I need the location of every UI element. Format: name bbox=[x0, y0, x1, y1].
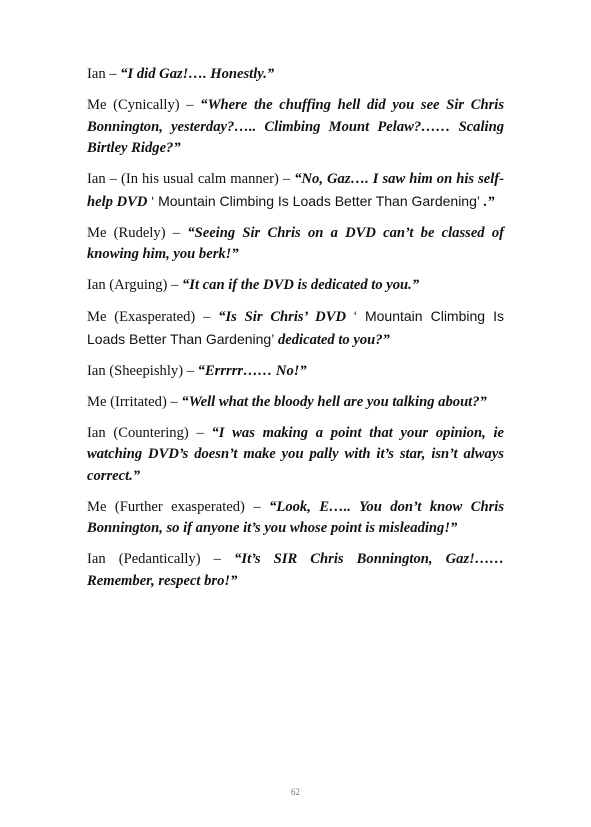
dialogue-line bbox=[87, 549, 504, 592]
dialogue-line bbox=[87, 275, 504, 297]
speaker-label: Me (Cynically) – bbox=[87, 97, 201, 113]
spoken-quote: “I was making a point that your opinion, ie watching DVD’s doesn’t make you pally with it’s star, isn’t always correct.” bbox=[87, 424, 504, 484]
dvd-title: ‘ Mountain Climbing Is Loads Better Than Gardening’ bbox=[87, 308, 504, 347]
page-number: 62 bbox=[291, 787, 300, 797]
spoken-quote-end: .” bbox=[480, 193, 495, 210]
speaker-label: Ian (Sheepishly) – bbox=[87, 362, 198, 379]
dialogue-body bbox=[87, 64, 504, 602]
spoken-quote: “I did Gaz!…. Honestly.” bbox=[120, 66, 275, 82]
speaker-label: Ian (Arguing) – bbox=[87, 277, 182, 293]
spoken-quote: “It can if the DVD is dedicated to you.” bbox=[181, 277, 420, 293]
dialogue-line bbox=[87, 95, 504, 160]
spoken-quote: “Well what the bloody hell are you talking about?” bbox=[181, 393, 487, 410]
dialogue-line bbox=[87, 361, 504, 383]
dialogue-line bbox=[87, 169, 504, 213]
dialogue-line bbox=[87, 423, 504, 488]
speaker-label: Ian – (In his usual calm manner) – bbox=[87, 171, 295, 187]
dialogue-line bbox=[87, 223, 504, 266]
dvd-title: ‘ Mountain Climbing Is Loads Better Than Gardening’ bbox=[151, 192, 480, 209]
speaker-label: Me (Further exasperated) – bbox=[87, 498, 270, 515]
speaker-label: Ian (Countering) – bbox=[87, 424, 212, 441]
dialogue-line bbox=[87, 64, 504, 86]
spoken-quote: “Look, E….. You don’t know Chris Bonnington, so if anyone it’s you whose point is misleading!” bbox=[87, 498, 504, 536]
dialogue-line bbox=[87, 497, 504, 540]
speaker-label: Ian (Pedantically) – bbox=[87, 551, 235, 567]
spoken-quote-end: dedicated to you?” bbox=[274, 331, 390, 348]
spoken-quote: “Where the chuffing hell did you see Sir Chris Bonnington, yesterday?….. Climbing Mount Pelaw?…… Scaling Birtley Ridge?” bbox=[87, 97, 504, 156]
spoken-quote: “It’s SIR Chris Bonnington, Gaz!……Remember, respect bro!” bbox=[87, 551, 505, 589]
spoken-quote: “Seeing Sir Chris on a DVD can’t be classed of knowing him, you berk!” bbox=[87, 224, 504, 262]
spoken-quote: “Is Sir Chris’ DVD bbox=[218, 309, 354, 325]
spoken-quote: “No, Gaz…. I saw him on his self-help DVD bbox=[87, 171, 504, 210]
speaker-label: Me (Exasperated) – bbox=[87, 309, 219, 325]
dialogue-line bbox=[87, 392, 504, 414]
spoken-quote: “Errrrr…… No!” bbox=[197, 362, 307, 379]
dialogue-line bbox=[87, 306, 504, 351]
speaker-label: Ian – bbox=[87, 66, 121, 82]
speaker-label: Me (Irritated) – bbox=[87, 393, 182, 410]
speaker-label: Me (Rudely) – bbox=[87, 224, 188, 241]
